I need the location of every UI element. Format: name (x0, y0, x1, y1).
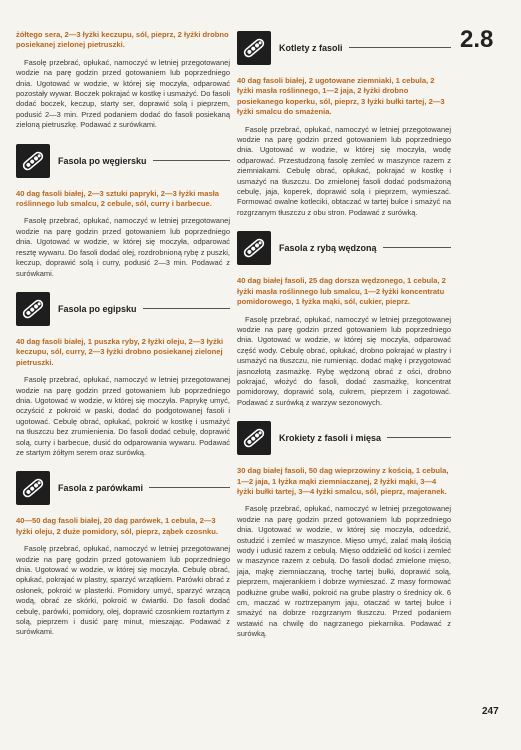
recipe-title: Fasola z parówkami (52, 483, 149, 493)
bean-pod-icon (237, 421, 271, 455)
recipe-title: Fasola po egipsku (52, 304, 143, 314)
bean-pod-icon (237, 231, 271, 265)
recipe-ingredients: 40 dag fasoli białej, 1 puszka ryby, 2 łyżki oleju, 2—3 łyżki keczupu, sól, curry, 2—3 łyżki drobno posiekanej zielonej pietruszki. (16, 336, 224, 367)
recipe-ingredients: 40 dag białej fasoli, 25 dag dorsza wędzonego, 1 cebula, 2 łyżki masła roślinnego lub smalcu, 1—2 łyżki koncentratu pomidorowego, 1 łyżka mąki, sól, cukier, pieprz. (237, 276, 446, 307)
recipe-title: Fasola po węgiersku (52, 156, 153, 166)
recipe-ingredients: 40 dag fasoli białej, 2—3 sztuki papryki, 2—3 łyżki masła roślinnego lub smalcu, 2 cebule, sól, curry i barbecue. (16, 188, 220, 209)
recipe-text: Fasolę przebrać, opłukać, namoczyć w letniej przegotowanej wodzie na parę godzin przed gotowaniem lub poprzedniego dnia. Ugotować w wodzie, w której się moczyła, odparować resztę wywaru. Do fasoli dodać olej, rozdrobnioną rybę z puszki, keczup, doprawić solą i curry, podusić 2—3 min. Podawać z surówkami. (16, 216, 230, 278)
recipe-header (16, 470, 230, 506)
chapter-number: 2.8 (460, 26, 494, 53)
recipe-ingredients: 40—50 dag fasoli białej, 20 dag parówek, 1 cebula, 2—3 łyżki oleju, 2 duże pomidory, sól, pieprz, ząbek czosnku. (16, 516, 218, 536)
bean-pod-icon (16, 471, 50, 505)
recipe-ingredients: 30 dag białej fasoli, 50 dag wieprzowiny z kością, 1 cebula, 1—2 jaja, 1 łyżka mąki ziemniaczanej, 2 łyżki mąki, 3—4 łyżki bułki tartej, 3—4 łyżki smalcu, sól, pieprz, majeranek. (237, 466, 449, 496)
recipe-text: Fasolę przebrać, opłukać, namoczyć w letniej przegotowanej wodzie na parę godzin przed gotowaniem lub poprzedniego dnia. Ugotować w wodzie, w której się moczyła. Paprykę umyć, oczyścić z pokroić w paski, dodać do podgotowanej fasoli i ugotować. Cebulę obrać, opłukać, pokroić w kostkę i usmażyć na tłuszczu bez zrumienienia. Do fasoli dodać cebulę, doprawić solą, curry i barbecue, dusić do odparowania wywaru. Podawać ze startym żółtym serem oraz surówką. (16, 375, 230, 457)
recipe-fasola-po-egipsku (16, 291, 230, 458)
bean-pod-icon (16, 292, 50, 326)
recipe-title: Fasola z rybą wędzoną (273, 243, 383, 253)
recipe-header (237, 420, 451, 456)
recipe-ingredients: 40 dag fasoli białej, 2 ugotowane ziemniaki, 1 cebula, 2 łyżki masła roślinnego, 1—2 jaja, 2 łyżki drobno posiekanego koperku, sól, pieprz, 3 łyżki bułki tartej, 2—3 łyżki smalcu do smażenia. (237, 76, 445, 117)
recipe-header (237, 30, 451, 66)
intro-text: Fasolę przebrać, opłukać, namoczyć w letniej przegotowanej wodzie na parę godzin przed gotowaniem lub poprzedniego dnia. Ugotować w wodzie, w której się moczyła, odparować pozostały wywar. Boczek pokrajać w kostkę i usmażyć. Do fasoli dodać boczek, keczup, starty ser, doprawić solą i pieprzem, podusić 2—3 min. Przed podaniem dodać do fasoli posiekaną zieloną pietruszkę. Podawać z surówkami. (16, 57, 230, 130)
recipe-fasola-z-parowkami (16, 470, 230, 637)
right-column (237, 30, 451, 646)
page-number: 247 (482, 706, 499, 717)
recipe-fasola-z-ryba-wedzona (237, 230, 451, 408)
recipe-kotlety-z-fasoli (237, 30, 451, 218)
intro-ingredients: żółtego sera, 2—3 łyżki keczupu, sól, pieprz, 2 łyżki drobno posiekanej zielonej pietruszki. (16, 30, 229, 50)
recipe-text: Fasolę przebrać, opłukać, namoczyć w letniej przegotowanej wodzie na parę godzin przed gotowaniem lub poprzedniego dnia. Ugotować w wodzie, w której się moczyła, wodę odparować. Przestudzoną fasolę zemleć w maszynce razem z ziemniakami. Cebulę obrać, opłukać, pokrajać w kostkę i usmażyć na tłuszczu. Do zmielonej fasoli dodać podsmażoną cebulę, jaja, koperek, doprawić solą i pieprzem, wymieszać. Formować owalne kotleciki, obtaczać w tartej bułce i smażyć na rozgrzanym tłuszczu z obu stron. Podawać z surówką. (237, 124, 451, 217)
recipe-fasola-po-wegiersku (16, 143, 230, 279)
bean-pod-icon (16, 144, 50, 178)
left-column (16, 30, 230, 644)
recipe-header (237, 230, 451, 266)
recipe-text: Fasolę przebrać, opłukać, namoczyć w letniej przegotowanej wodzie na parę godzin przed gotowaniem lub poprzedniego dnia. Ugotować w wodzie, w której się moczyła, odcedzić, ostudzić i zemleć w maszynce. Mięso umyć, zalać małą ilością wody i udusić razem z cebulą. Mięso oddzielić od kości i zemleć w maszynce razem z cebulą. Do fasoli dodać zmielone mięso, jaja, mąkę ziemniaczaną, trochę tartej bułki, doprawić solą, pieprzem, majerankiem i dobrze wymieszać. Z masy formować podłużne grube wałki, pokroić na grube plastry o średnicy ok. 6 cm, maczać w roztrzepanym jaju, otaczać w tartej bułce i smażyć na dobrze rozgrzanym tłuszczu. Przed podaniem wstawić na chwilę do nagrzanego piekarnika. Podawać z surówką. (237, 504, 451, 639)
recipe-title: Kotlety z fasoli (273, 43, 349, 53)
recipe-text: Fasolę przebrać, opłukać, namoczyć w letniej przegotowanej wodzie na parę godzin przed gotowaniem lub poprzedniego dnia. Ugotować w wodzie, w której się moczyła, odparować część wody. Cebulę obrać, opłukać, drobno pokrajać w plastry i usmażyć na tłuszczu, nie rumieniąc. dodać mąkę i przygotować jasnozłotą zasmażkę. Rybę wędzoną obrać z ości, drobno pokrajać, włożyć do fasoli, dodać zasmażkę, koncentrat pomidorowy, doprawić solą, cukrem, pieprzem i zagotować. Podawać z surówką z warzyw sezonowych. (237, 314, 451, 407)
recipe-text: Fasolę przebrać, opłukać, namoczyć w letniej przegotowanej wodzie na parę godzin przed gotowaniem lub poprzedniego dnia. Ugotować w wodzie, w której się moczyła. Cebulę obrać, opłukać, pokrajać w plastry, sparzyć wrzątkiem. Parówki obrać z osłonek, pokroić w plasterki. Pomidory umyć, sparzyć wrzącą wodą, obrać ze skórki, pokroić w ćwiartki. Do fasoli dodać cebulę, parówki, pomidory, olej, doprawić czosnkiem roztartym z solą, pieprzem i dusić parę minut, mieszając. Podawać z surówkami. (16, 544, 230, 637)
recipe-title: Krokiety z fasoli i mięsa (273, 433, 387, 443)
recipe-header (16, 143, 230, 179)
recipe-header (16, 291, 230, 327)
bean-pod-icon (237, 31, 271, 65)
recipe-krokiety-z-fasoli (237, 420, 451, 640)
